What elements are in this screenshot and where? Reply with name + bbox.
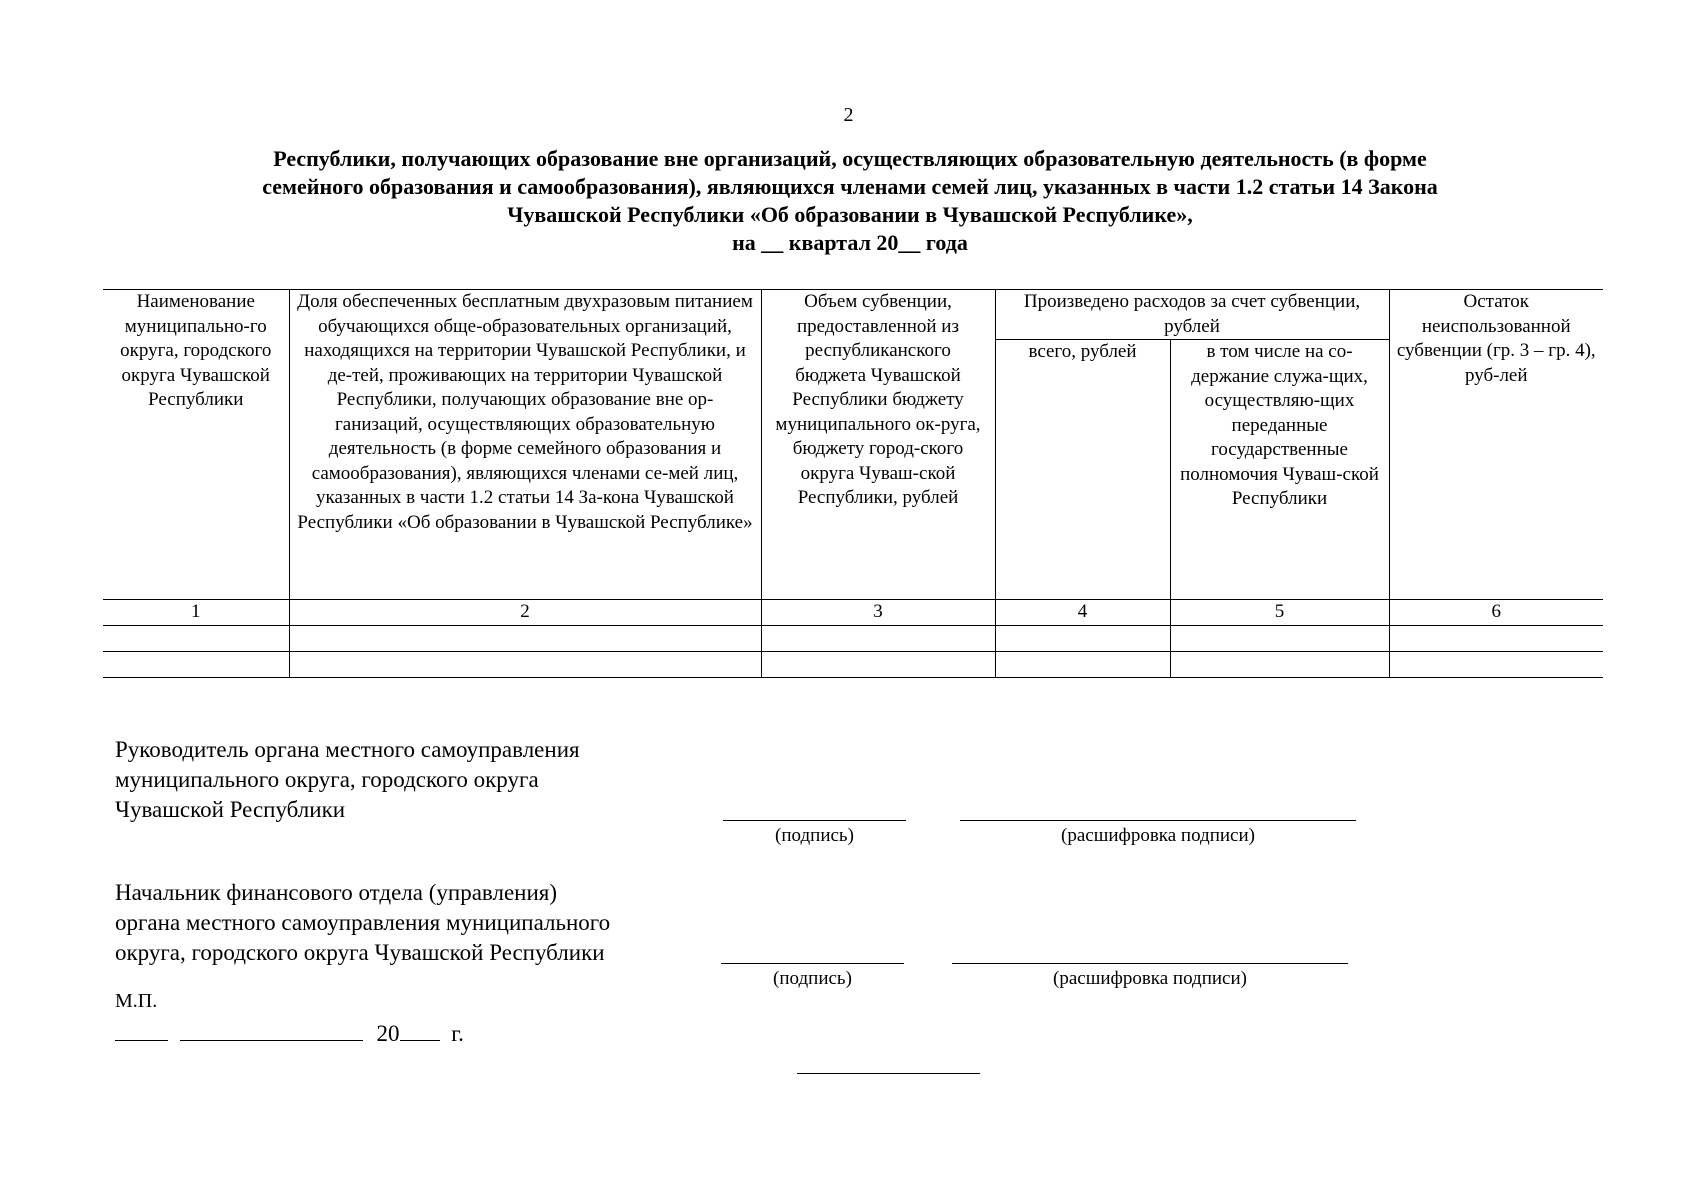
finance-sign-caption: (подпись) [773, 968, 852, 989]
table-row [103, 626, 1603, 652]
header-remaining: Остаток неиспользованной субвенции (гр. 3 – гр. 4), руб-лей [1389, 290, 1603, 600]
finance-decode-line[interactable] [952, 963, 1348, 964]
signature-label-line: Чувашской Республики [115, 797, 346, 822]
title-line: Республики, получающих образование вне организаций, осуществляющих образовательную деятельность (в форме [273, 146, 1427, 171]
table-cell[interactable] [103, 626, 289, 652]
table-cell[interactable] [1170, 626, 1389, 652]
header-expenses-staff: в том числе на со-держание служа-щих, осуществляю-щих переданные государственные полномочия Чуваш-ской Республики [1170, 340, 1389, 600]
header-share-fed: Доля обеспеченных бесплатным двухразовым питанием обучающихся обще-образовательных организаций, находящихся на территории Чувашской Республики, и де-тей, проживающих на территории Чувашской Республики, получающих образование вне ор-ганизаций, осуществляющих образовательную деятельность (в форме семейного образования и самообразования), являющихся членами се-мей лиц, указанных в части 1.2 статьи 14 За-кона Чувашской Республики «Об образовании в Чувашской Республике» [289, 290, 761, 600]
table-cell[interactable] [1389, 652, 1603, 678]
finance-signature-label [115, 878, 610, 968]
head-sign-caption: (подпись) [775, 825, 854, 846]
report-table [103, 289, 1603, 678]
title-line: на __ квартал 20__ года [732, 230, 968, 255]
table-cell[interactable] [103, 652, 289, 678]
table-row [103, 652, 1603, 678]
document-title [130, 145, 1570, 257]
finance-decode-caption: (расшифровка подписи) [1053, 968, 1247, 989]
date-year-prefix: 20 [376, 1021, 400, 1046]
table-cell[interactable] [761, 626, 995, 652]
head-signature-line[interactable] [723, 820, 906, 821]
table-cell[interactable] [1170, 652, 1389, 678]
date-suffix: г. [451, 1021, 464, 1046]
bottom-divider [797, 1073, 980, 1074]
head-decode-caption: (расшифровка подписи) [1061, 825, 1255, 846]
date-year-blank[interactable] [400, 1018, 440, 1041]
header-municipality: Наименование муниципально-го округа, городского округа Чувашской Республики [103, 290, 289, 600]
table-cell[interactable] [289, 626, 761, 652]
column-number: 6 [1389, 600, 1603, 626]
table-cell[interactable] [995, 652, 1170, 678]
page-number: 2 [843, 104, 854, 126]
head-decode-line[interactable] [960, 820, 1356, 821]
title-line: Чувашской Республики «Об образовании в Чувашской Республике», [507, 202, 1193, 227]
table-cell[interactable] [289, 652, 761, 678]
date-day-blank[interactable] [115, 1018, 168, 1041]
header-subvention-volume: Объем субвенции, предоставленной из республиканского бюджета Чувашской Республики бюджету муниципального ок-руга, бюджету город-ского округа Чуваш-ской Республики, рублей [761, 290, 995, 600]
signature-label-line: округа, городского округа Чувашской Республики [115, 940, 605, 965]
signature-label-line: Руководитель органа местного самоуправления [115, 737, 580, 762]
head-signature-label [115, 735, 580, 825]
column-number: 4 [995, 600, 1170, 626]
date-month-blank[interactable] [180, 1018, 363, 1041]
header-expenses-total: всего, рублей [995, 340, 1170, 600]
table-cell[interactable] [1389, 626, 1603, 652]
stamp-place: М.П. [115, 990, 158, 1012]
finance-signature-line[interactable] [721, 963, 904, 964]
table-cell[interactable] [995, 626, 1170, 652]
signature-label-line: муниципального округа, городского округа [115, 767, 539, 792]
column-number: 5 [1170, 600, 1389, 626]
title-line: семейного образования и самообразования), являющихся членами семей лиц, указанных в части 1.2 статьи 14 Закона [262, 174, 1438, 199]
header-expenses-group: Произведено расходов за счет субвенции, рублей [995, 290, 1389, 340]
column-number: 1 [103, 600, 289, 626]
column-number: 2 [289, 600, 761, 626]
column-number: 3 [761, 600, 995, 626]
signature-label-line: Начальник финансового отдела (управления) [115, 880, 558, 905]
date-field[interactable] [115, 1018, 464, 1047]
signature-label-line: органа местного самоуправления муниципального [115, 910, 611, 935]
table-cell[interactable] [761, 652, 995, 678]
